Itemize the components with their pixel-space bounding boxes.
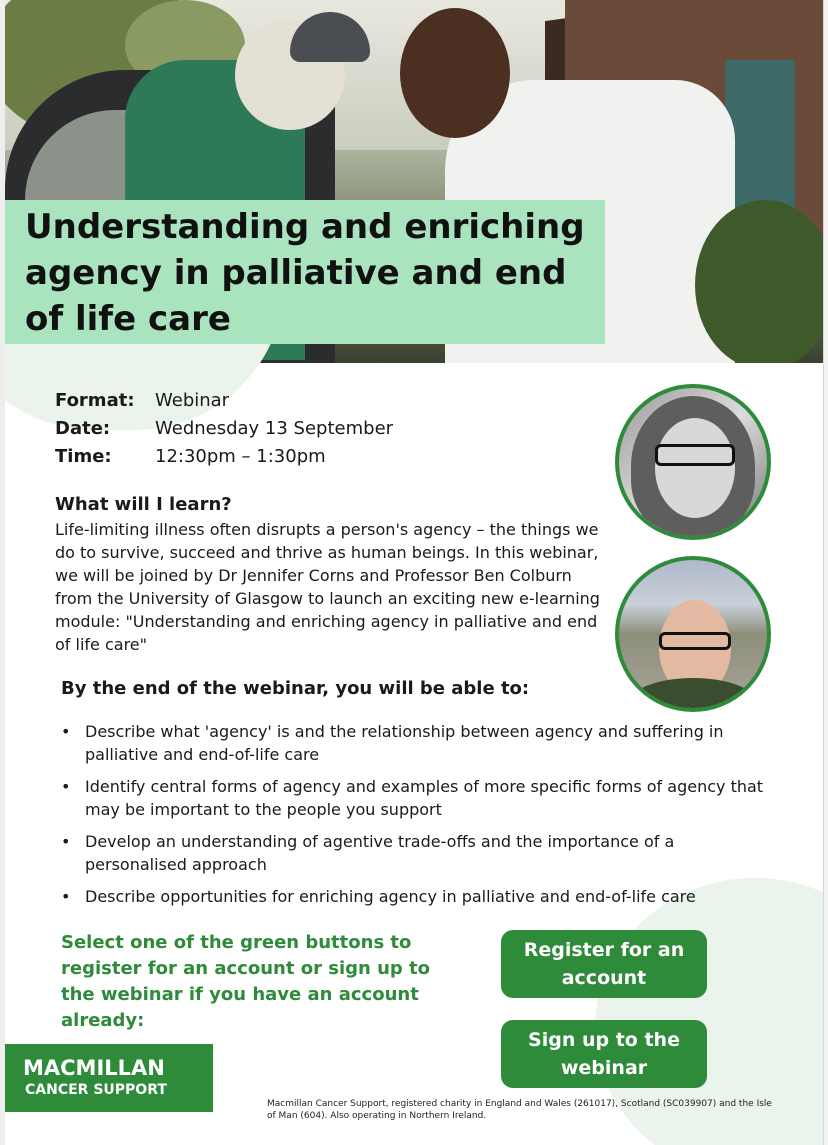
flyer-page <box>5 0 823 1145</box>
list-item <box>61 830 781 876</box>
speaker-photo-jennifer-corns <box>615 384 771 540</box>
detail-value: 12:30pm – 1:30pm <box>155 445 326 467</box>
detail-label: Format: <box>55 389 135 411</box>
detail-label: Date: <box>55 417 111 439</box>
page-title: Understanding and enriching agency in palliative and end of life care <box>25 207 585 339</box>
list-item-text: Identify central forms of agency and examples of more specific forms of agency that may be important to the people you support <box>85 777 764 819</box>
cta-text: Select one of the green buttons to register for an account or sign up to the webinar if you have an account already: <box>61 932 431 1031</box>
bullet-icon: • <box>61 777 71 796</box>
detail-format <box>55 386 393 414</box>
register-account-label: Register for an account <box>523 939 685 989</box>
list-item <box>61 720 781 766</box>
detail-time <box>55 442 393 470</box>
detail-value: Wednesday 13 September <box>155 417 394 439</box>
bullet-icon: • <box>61 722 71 741</box>
logo-line-1: MACMILLAN <box>23 1056 165 1080</box>
learn-heading: What will I learn? <box>55 494 232 515</box>
speaker-photo-ben-colburn <box>615 556 771 712</box>
bullet-icon: • <box>61 887 71 906</box>
list-item <box>61 775 781 821</box>
signup-webinar-label: Sign up to the webinar <box>528 1029 680 1079</box>
register-account-button[interactable] <box>501 930 707 998</box>
list-item-text: Describe opportunities for enriching agency in palliative and end-of-life care <box>85 887 696 906</box>
outcomes-list <box>61 720 781 917</box>
logo-line-2: CANCER SUPPORT <box>25 1082 167 1098</box>
macmillan-logo <box>5 1044 213 1112</box>
page-edge-right <box>823 0 828 1145</box>
charity-footer: Macmillan Cancer Support, registered charity in England and Wales (261017), Scotland (SC039907) and the Isle of Man (604). Also operating in Northern Ireland. <box>267 1099 772 1121</box>
outcomes-heading: By the end of the webinar, you will be able to: <box>61 678 530 699</box>
list-item-text: Develop an understanding of agentive trade-offs and the importance of a personalised approach <box>85 832 675 874</box>
detail-date <box>55 414 393 442</box>
list-item-text: Describe what 'agency' is and the relationship between agency and suffering in palliative and end-of-life care <box>85 722 724 764</box>
signup-webinar-button[interactable] <box>501 1020 707 1088</box>
learn-body: Life-limiting illness often disrupts a person's agency – the things we do to survive, succeed and thrive as human beings. In this webinar, we will be joined by Dr Jennifer Corns and Professor Ben Colburn from the University of Glasgow to launch an exciting new e-learning module: "Understanding and enriching agency in palliative and end of life care" <box>55 520 600 654</box>
bullet-icon: • <box>61 832 71 851</box>
event-details <box>55 386 393 470</box>
list-item <box>61 885 781 908</box>
detail-value: Webinar <box>155 389 230 411</box>
detail-label: Time: <box>55 445 112 467</box>
